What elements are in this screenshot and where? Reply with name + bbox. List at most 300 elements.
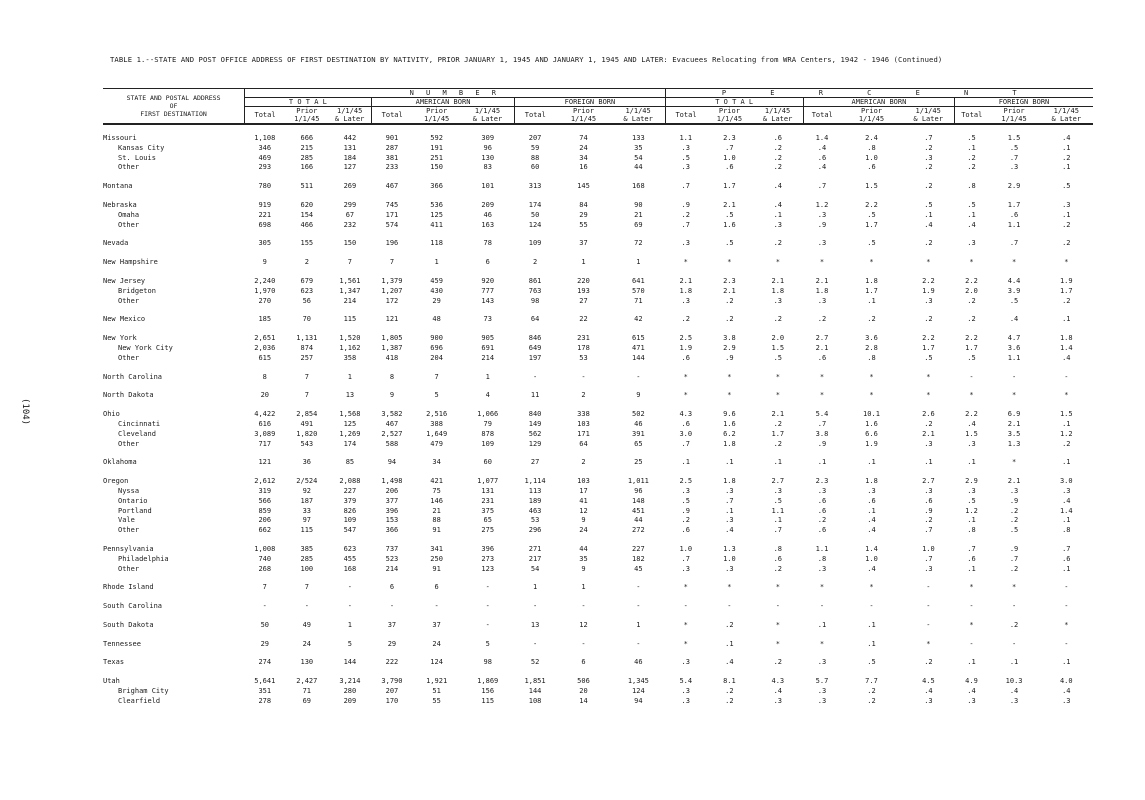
table-cell: *: [969, 620, 974, 629]
table-cell: 127: [343, 163, 357, 172]
table-cell: 74: [579, 134, 588, 142]
table-cell: .7: [924, 554, 933, 563]
table-cell: 285: [300, 153, 314, 162]
table-cell: -: [304, 602, 309, 611]
table-cell: *: [1064, 620, 1069, 629]
table-cell: .2: [924, 163, 933, 172]
table-cell: .3: [773, 486, 783, 495]
table-cell: 2.4: [865, 134, 878, 142]
subheader-later-line-1: 1/1/45: [915, 107, 941, 115]
table-cell: .5: [967, 353, 976, 362]
table-row: [103, 536, 1093, 555]
table-cell: .3: [967, 239, 976, 248]
table-cell: 109: [528, 239, 542, 248]
table-cell: 133: [632, 134, 645, 142]
table-cell: 7: [304, 391, 309, 400]
table-cell: .7: [681, 554, 690, 563]
table-cell: 71: [302, 687, 312, 696]
table-cell: 6.6: [865, 429, 878, 438]
table-cell: 1.1: [815, 544, 829, 553]
table-cell: -: [485, 602, 490, 611]
table-cell: 52: [530, 658, 540, 667]
city-name: Ontario: [118, 496, 148, 505]
table-cell: 615: [632, 334, 645, 343]
table-cell: 182: [632, 554, 645, 563]
table-cell: *: [775, 391, 780, 400]
subheader-later: [461, 107, 515, 125]
table-cell: 98: [483, 658, 492, 667]
table-cell: .1: [1062, 419, 1071, 428]
number-header: N U M B E R: [245, 89, 665, 98]
table-cell: *: [727, 372, 732, 381]
table-cell: 9: [581, 564, 586, 573]
table-cell: 2.5: [679, 334, 693, 343]
table-cell: .4: [1062, 353, 1071, 362]
table-cell: 124: [632, 687, 645, 696]
table-cell: 150: [430, 163, 443, 172]
table-cell: .8: [967, 182, 976, 191]
table-cell: 171: [577, 429, 590, 438]
table-cell: 1,568: [339, 410, 361, 419]
table-cell: .2: [1062, 296, 1071, 305]
table-cell: 7: [304, 583, 309, 592]
table-cell: .3: [967, 439, 976, 448]
state-column-header: [103, 89, 245, 125]
subheader-row: [103, 107, 1093, 125]
table-cell: .1: [773, 516, 783, 525]
table-cell: 187: [300, 496, 314, 505]
table-cell: 691: [481, 343, 495, 352]
state-name: Ohio: [103, 410, 120, 419]
table-cell: -: [1011, 372, 1017, 381]
table-cell: 2.1: [771, 276, 785, 285]
table-cell: 293: [258, 163, 272, 172]
table-cell: 7.7: [865, 677, 878, 686]
table-cell: 123: [481, 564, 495, 573]
table-cell: 214: [385, 564, 399, 573]
table-cell: 1.5: [771, 343, 785, 352]
table-title: TABLE 1.--STATE AND POST OFFICE ADDRESS OF FIRST DESTINATION BY NATIVITY, PRIOR JANUARY 1, 1945 AND JANUARY 1, 1945 AND LATER: Evacuees Relocating from WRA Centers, 1942 - 1946 (Continued): [110, 55, 943, 64]
table-cell: 459: [430, 276, 443, 285]
table-cell: .2: [773, 153, 783, 162]
table-cell: 1: [347, 372, 353, 381]
city-name: St. Louis: [118, 153, 156, 162]
table-cell: .6: [681, 353, 690, 362]
table-cell: 391: [632, 429, 645, 438]
table-cell: .6: [817, 506, 827, 515]
table-cell: 1,921: [426, 677, 448, 686]
table-cell: 7: [304, 372, 309, 381]
table-cell: 143: [481, 296, 495, 305]
table-cell: .5: [967, 134, 976, 142]
table-cell: 9: [389, 391, 395, 400]
table-cell: 6.9: [1007, 410, 1021, 419]
table-cell: 72: [634, 239, 643, 248]
table-cell: 6: [434, 583, 439, 592]
table-cell: .4: [967, 687, 976, 696]
table-cell: 2.2: [922, 276, 935, 285]
table-cell: 536: [430, 200, 443, 209]
table-row: [103, 401, 1093, 420]
table-cell: 144: [528, 687, 542, 696]
table-cell: 174: [528, 200, 542, 209]
table-cell: .9: [817, 220, 827, 229]
table-cell: .5: [725, 239, 734, 248]
table-cell: *: [775, 583, 780, 592]
table-cell: .2: [867, 696, 876, 705]
table-cell: 1.5: [1007, 134, 1021, 142]
table-cell: 109: [481, 439, 495, 448]
table-cell: 8.1: [723, 677, 736, 686]
table-cell: .3: [1009, 486, 1019, 495]
table-cell: .9: [1009, 544, 1019, 553]
table-cell: 2.3: [723, 276, 736, 285]
table-cell: 840: [528, 410, 542, 419]
table-cell: 698: [258, 220, 272, 229]
table-cell: *: [683, 391, 688, 400]
table-cell: 1.7: [865, 220, 878, 229]
table-cell: .1: [967, 458, 976, 467]
table-cell: 113: [528, 486, 542, 495]
table-cell: 1.8: [679, 286, 693, 295]
table-cell: .2: [867, 315, 876, 324]
table-cell: .6: [817, 153, 827, 162]
table-cell: 274: [258, 658, 272, 667]
table-cell: 338: [577, 410, 590, 419]
table-cell: 231: [481, 496, 495, 505]
table-cell: 96: [634, 486, 643, 495]
table-cell: .3: [1062, 200, 1071, 209]
table-cell: .7: [817, 419, 827, 428]
city-name: Other: [118, 526, 140, 535]
state-name: Oklahoma: [103, 458, 137, 467]
table-cell: 2.1: [679, 276, 693, 285]
table-cell: .3: [773, 220, 783, 229]
table-cell: .8: [817, 554, 827, 563]
subheader-later: [1040, 107, 1093, 125]
subheader-prior-line-2: 1/1/45: [858, 115, 885, 123]
table-cell: .2: [1009, 620, 1019, 629]
table-cell: .1: [817, 458, 827, 467]
table-cell: 2.7: [771, 477, 785, 486]
table-cell: 124: [430, 658, 443, 667]
table-cell: 33: [302, 506, 312, 515]
table-cell: -: [347, 583, 353, 592]
state-name: Utah: [103, 677, 120, 686]
table-cell: 385: [300, 544, 314, 553]
table-cell: 4.0: [1059, 677, 1073, 686]
table-cell: 1,345: [627, 677, 649, 686]
table-cell: 196: [385, 239, 399, 248]
table-cell: 2.9: [965, 477, 978, 486]
table-cell: 780: [258, 182, 272, 191]
table-cell: .2: [773, 163, 783, 172]
table-cell: .2: [773, 658, 783, 667]
table-cell: .1: [1062, 143, 1071, 152]
table-cell: 24: [579, 143, 588, 152]
table-cell: 2: [581, 458, 586, 467]
table-cell: 641: [632, 276, 645, 285]
table-cell: 60: [530, 163, 540, 172]
table-row: [103, 144, 1093, 154]
table-cell: .1: [817, 620, 827, 629]
table-cell: 2,651: [254, 334, 276, 343]
table-cell: 29: [260, 639, 269, 648]
table-cell: 1: [347, 620, 353, 629]
table-cell: .3: [681, 687, 690, 696]
table-cell: .4: [1062, 687, 1071, 696]
table-cell: 100: [300, 564, 314, 573]
state-name: South Dakota: [103, 620, 154, 629]
table-cell: 148: [632, 496, 645, 505]
table-cell: 1.7: [922, 343, 935, 352]
table-cell: .1: [867, 620, 876, 629]
table-cell: 1.3: [723, 544, 736, 553]
table-row: [103, 354, 1093, 364]
table-cell: 207: [528, 134, 542, 142]
table-cell: 268: [258, 564, 272, 573]
table-cell: .6: [681, 419, 690, 428]
table-cell: .5: [967, 496, 976, 505]
city-name: Vale: [118, 516, 135, 525]
table-cell: 511: [300, 182, 314, 191]
table-cell: 185: [258, 315, 272, 324]
table-cell: -: [636, 583, 641, 592]
table-cell: 8: [389, 372, 395, 381]
table-cell: .4: [817, 163, 827, 172]
table-cell: 272: [632, 526, 645, 535]
table-cell: 649: [528, 343, 542, 352]
table-cell: -: [581, 602, 586, 611]
table-cell: .2: [681, 315, 690, 324]
table-cell: .3: [681, 143, 690, 152]
subheader-prior-line-1: Prior: [1003, 107, 1025, 115]
table-cell: 36: [302, 458, 312, 467]
table-header: [103, 89, 1093, 125]
table-cell: 131: [343, 143, 357, 152]
table-cell: .4: [817, 143, 827, 152]
table-cell: .6: [867, 163, 876, 172]
table-cell: .2: [1009, 516, 1019, 525]
table-cell: 4.7: [1007, 334, 1021, 343]
table-row: [103, 420, 1093, 430]
table-cell: 45: [634, 564, 643, 573]
table-cell: 1,077: [477, 477, 499, 486]
subheader-later-line-1: 1/1/45: [474, 107, 501, 115]
table-cell: 351: [258, 687, 272, 696]
table-cell: 1.0: [922, 544, 935, 553]
table-cell: -: [581, 372, 586, 381]
table-cell: .2: [1062, 439, 1071, 448]
table-cell: 1.0: [723, 554, 736, 563]
table-cell: .3: [817, 210, 827, 219]
table-cell: 411: [430, 220, 443, 229]
subheader-later-line-1: 1/1/45: [764, 107, 791, 115]
table-cell: .9: [817, 439, 827, 448]
table-cell: 745: [385, 200, 399, 209]
table-row: [103, 487, 1093, 497]
subheader-later-line-2: & Later: [334, 115, 365, 123]
table-cell: .3: [817, 564, 827, 573]
table-cell: .7: [1062, 544, 1071, 553]
table-cell: 83: [483, 163, 492, 172]
table-cell: .7: [681, 220, 690, 229]
table-row: [103, 249, 1093, 268]
table-cell: *: [1064, 391, 1069, 400]
table-cell: *: [819, 583, 825, 592]
table-cell: *: [727, 391, 732, 400]
table-cell: 1,108: [254, 134, 276, 142]
table-cell: 44: [634, 516, 643, 525]
table-cell: 156: [481, 687, 495, 696]
table-cell: 7: [434, 372, 439, 381]
table-cell: 1: [636, 620, 641, 629]
table-row: [103, 497, 1093, 507]
table-cell: 9: [262, 258, 267, 267]
table-row: [103, 526, 1093, 536]
table-cell: .3: [924, 564, 933, 573]
table-cell: .1: [725, 458, 734, 467]
table-cell: 3,214: [339, 677, 361, 686]
table-cell: 1: [485, 372, 490, 381]
state-header-line-1: STATE AND POSTAL ADDRESS: [126, 94, 221, 102]
table-cell: 396: [481, 544, 495, 553]
subheader-prior: [555, 107, 611, 125]
table-cell: 98: [530, 296, 540, 305]
table-cell: 1: [532, 583, 538, 592]
table-cell: *: [926, 391, 931, 400]
table-cell: 14: [579, 696, 588, 705]
table-cell: 174: [343, 439, 357, 448]
table-cell: .1: [1062, 163, 1071, 172]
city-name: Nyssa: [118, 486, 140, 495]
table-cell: 358: [343, 353, 357, 362]
table-cell: 2.2: [965, 276, 978, 285]
table-cell: 94: [387, 458, 397, 467]
city-name: New York City: [118, 343, 173, 352]
table-cell: -: [926, 620, 931, 629]
table-cell: .2: [924, 182, 933, 191]
table-cell: 623: [343, 544, 357, 553]
subheader-prior-line-2: 1/1/45: [294, 115, 320, 123]
table-cell: 905: [481, 334, 495, 343]
table-cell: 523: [385, 554, 399, 563]
table-cell: 207: [385, 687, 399, 696]
subheader-later-line-1: 1/1/45: [625, 107, 651, 115]
table-cell: 150: [343, 239, 357, 248]
table-cell: 171: [385, 210, 399, 219]
subheader-later-line-2: & Later: [913, 115, 943, 123]
table-cell: -: [1064, 639, 1069, 648]
table-cell: 35: [579, 554, 588, 563]
state-name: Montana: [103, 182, 133, 191]
table-cell: 1,114: [524, 477, 546, 486]
table-cell: .5: [1009, 296, 1019, 305]
table-cell: 193: [577, 286, 590, 295]
state-name: North Dakota: [103, 391, 154, 400]
table-cell: 2.3: [815, 477, 829, 486]
table-cell: .1: [1009, 658, 1019, 667]
table-cell: 145: [577, 182, 590, 191]
table-cell: 250: [430, 554, 443, 563]
table-cell: *: [869, 391, 874, 400]
table-cell: 1,347: [339, 286, 361, 295]
subheader-prior-line-1: Prior: [860, 107, 883, 115]
table-cell: 319: [258, 486, 272, 495]
table-cell: 1: [434, 258, 439, 267]
table-cell: 54: [530, 564, 540, 573]
table-cell: 121: [385, 315, 399, 324]
table-cell: .7: [1009, 554, 1019, 563]
table-cell: .7: [924, 134, 933, 142]
table-cell: .4: [773, 182, 783, 191]
table-cell: 144: [343, 658, 357, 667]
table-row: [103, 612, 1093, 631]
table-cell: .1: [967, 658, 976, 667]
table-cell: 227: [343, 486, 357, 495]
table-cell: 309: [481, 134, 495, 142]
table-cell: .1: [773, 458, 783, 467]
city-name: Kansas City: [118, 143, 165, 152]
table-cell: .3: [924, 439, 933, 448]
table-cell: 251: [430, 153, 443, 162]
subheader-total: Total: [245, 107, 285, 125]
table-cell: 421: [430, 477, 443, 486]
table-cell: 375: [481, 506, 495, 515]
table-cell: .4: [773, 200, 783, 209]
table-cell: 2.9: [723, 343, 736, 352]
table-cell: 9.6: [723, 410, 736, 419]
table-cell: -: [262, 602, 267, 611]
table-cell: .8: [867, 353, 876, 362]
table-cell: .2: [1009, 506, 1019, 515]
table-cell: 2.7: [815, 334, 829, 343]
state-header-line-2: OF: [169, 102, 178, 110]
table-cell: 170: [385, 696, 399, 705]
table-cell: 153: [385, 516, 399, 525]
table-cell: 189: [528, 496, 542, 505]
table-cell: 27: [579, 296, 588, 305]
table-cell: 1,498: [381, 477, 403, 486]
table-cell: .1: [1062, 516, 1071, 525]
table-cell: 2.2: [865, 200, 878, 209]
subheader-total: Total: [371, 107, 413, 125]
state-name: Tennessee: [103, 639, 141, 648]
table-cell: 50: [260, 620, 269, 629]
table-cell: 547: [343, 526, 357, 535]
subheader-total: Total: [954, 107, 988, 125]
table-cell: 125: [343, 419, 357, 428]
subheader-prior-line-2: 1/1/45: [423, 115, 450, 123]
table-cell: 7: [347, 258, 353, 267]
table-cell: .2: [1062, 220, 1071, 229]
state-name: New York: [103, 334, 137, 343]
table-cell: 2.5: [679, 477, 693, 486]
destination-table: [103, 88, 1093, 707]
table-cell: 2,088: [339, 477, 361, 486]
table-row: [103, 440, 1093, 450]
table-cell: 197: [528, 353, 542, 362]
table-cell: 1.7: [1059, 286, 1073, 295]
table-cell: .2: [725, 620, 734, 629]
percent-american-born-header: AMERICAN BORN: [803, 98, 954, 107]
table-cell: .3: [817, 658, 827, 667]
table-cell: 24: [302, 639, 312, 648]
table-cell: 88: [432, 516, 441, 525]
table-cell: 1: [581, 583, 586, 592]
table-cell: 84: [579, 200, 588, 209]
table-cell: 901: [385, 134, 399, 142]
